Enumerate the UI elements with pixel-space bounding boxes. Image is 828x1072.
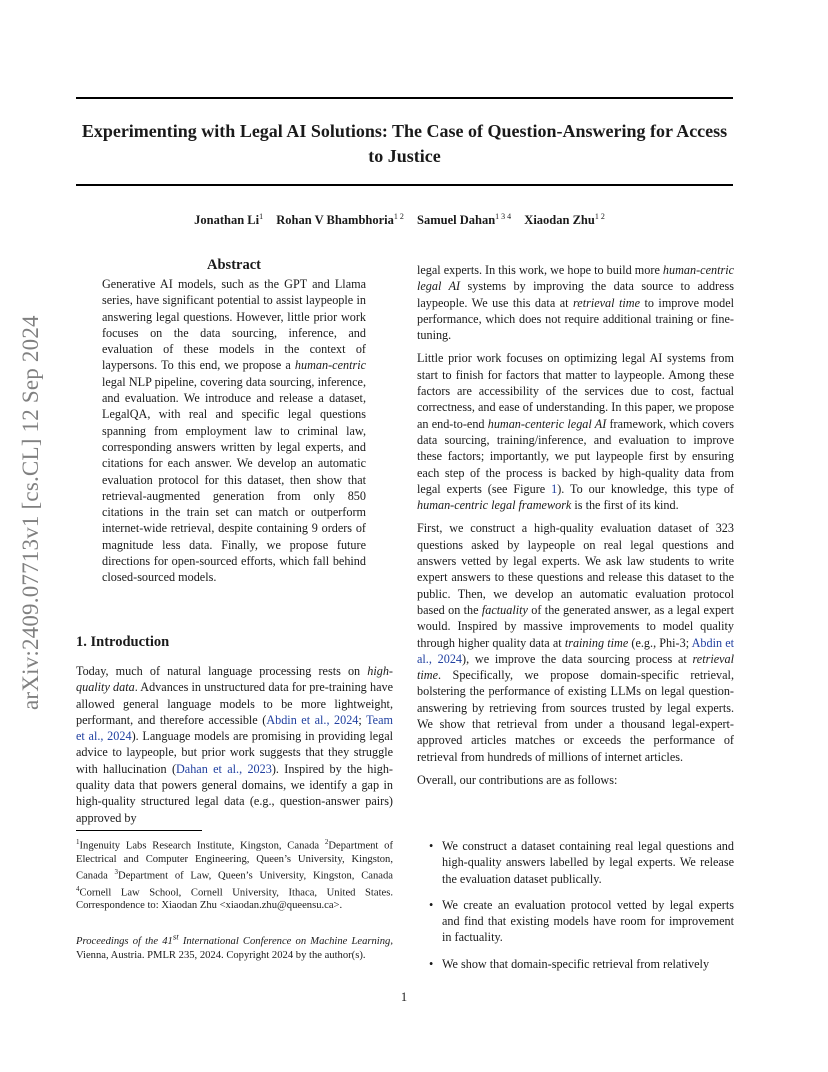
citation-link[interactable]: Team et al., 2024 [76,712,393,744]
citation-link[interactable]: Abdin et al., 2024 [266,712,359,727]
author-affiliation: 1 3 4 [495,212,512,221]
author-name: Jonathan Li [194,213,260,227]
citation-link[interactable]: Abdin et al., 2024 [417,635,735,666]
paragraph: First, we construct a high-quality evaluation dataset of 323 questions asked by laypeople on real legal questions and answers vetted by legal experts. We ask law students to write expert answers to these questions and release this dataset to the public. Then, we develop an automatic evaluation protocol based on the factuality of the generated answer, as a legal expert would. Inspired by massive improvements to model quality through higher quality data at training time (e.g., Phi-3; Abdin et al., 2024), we improve the data sourcing process at retrieval time. Specifically, we propose domain-specific retrieval, bolstering the performance of existing LLMs on legal question-answering by retrieving from sources trusted by legal experts. We show that retrieval from under a thousand legal-expert-approved articles matches or exceeds the performance of retrieval from hundreds of millions of internet articles. [417,521,735,764]
author-affiliation: 1 2 [594,212,605,221]
arxiv-identifier: arXiv:2409.07713v1 [cs.CL] 12 Sep 2024 [18,315,43,710]
author-list [76,212,733,228]
right-column-text [417,262,734,795]
author-name: Samuel Dahan [417,213,496,227]
paragraph: Little prior work focuses on optimizing legal AI systems from start to finish for factors that matter to laypeople. Among these factors are accessibility of the services due to cost, factual correctness, and ease of understanding. In this paper, we propose an end-to-end human-centeric legal AI framework, which covers data sourcing, training/inference, and evaluation to improve these factors; importantly, we put laypeople first by ensuring each step of the process is backed by high-quality data from legal experts (see Figure 1). To our knowledge, this type of human-centric legal framework is the first of its kind. [417,351,735,513]
section-heading-introduction: 1. Introduction [76,634,170,650]
paper-title: Experimenting with Legal AI Solutions: The Case of Question-Answering for Access to Justice [81,121,728,166]
paragraph: legal experts. In this work, we hope to build more human-centric legal AI systems by improving the data source to address laypeople. We use this data at retrieval time to improve model performance, which does not require additional training or fine-tuning. [417,263,735,343]
footnote-rule [76,830,202,831]
abstract-body: Generative AI models, such as the GPT and Llama series, have significant potential to assist laypeople in answering legal questions. However, little prior work focuses on the data sourcing, inference, and evaluation of these models in the context of laypersons. To this end, we propose a human-centric legal NLP pipeline, covering data sourcing, inference, and evaluation. We introduce and release a dataset, LegalQA, with real and specific legal questions spanning from employment law to criminal law, corresponding answers written by legal experts, and citations for each answer. We develop an automatic evaluation protocol for this dataset, then show that retrieval-augmented generation from only 850 citations in the train set can match or outperform internet-wide retrieval, despite containing 9 orders of magnitude less data. Finally, we propose future directions for open-sourced efforts, which fall behind closed-sourced models. [102,277,366,585]
author-name: Xiaodan Zhu [524,213,595,227]
introduction-paragraph: Today, much of natural language processing rests on high-quality data. Advances in unstructured data for pre-training have allowed general language models to be more lightweight, performant, and therefore accessible (Abdin et al., 2024; Team et al., 2024). Language models are promising in providing legal advice to laypeople, but prior work suggests that they struggle with hallucination (Dahan et al., 2023). Inspired by the high-quality data that powers general domains, we identify a gap in high-quality structured legal data (e.g., question-answer pairs) approved by [76,664,393,825]
figure-link[interactable]: 1 [551,481,558,496]
title-bottom-rule [76,184,733,186]
author-affiliation: 1 [259,212,264,221]
list-item: • We show that domain-specific retrieval from relatively [429,956,710,971]
title-top-rule [76,97,733,99]
list-item: • We construct a dataset containing real legal questions and high-quality answers labelled by legal experts. We release the evaluation dataset publically. [429,839,734,886]
author-affiliation: 1 2 [393,212,404,221]
author-name: Rohan V Bhambhoria [276,213,394,227]
citation-link[interactable]: Dahan et al., 2023 [176,761,272,776]
affiliation-footnote: $^1$Ingenuity Labs Research Institute, Kingston, Canada $^2$Department of Electrical and Computer Engineering, Queen’s University, Kingston, Canada $^3$Department of Law, Queen’s University, Kingston, Canada $^4$Cornell Law School, Cornell University, Ithaca, United States. Correspondence to: Xiaodan Zhu <xiaodan.zhu@queensu.ca>. [76,838,393,912]
page-number: 1 [400,990,408,1004]
proceedings-note: Proceedings of the 41st International Conference on Machine Learning, Vienna, Austria. PMLR 235, 2024. Copyright 2024 by the author(s). [76,931,393,962]
abstract-heading: Abstract [207,257,261,273]
paragraph: Overall, our contributions are as follows: [417,772,618,787]
list-item: • We create an evaluation protocol vetted by legal experts and find that existing models have room for improvement in factuality. [429,897,734,945]
contributions-list [417,838,734,982]
